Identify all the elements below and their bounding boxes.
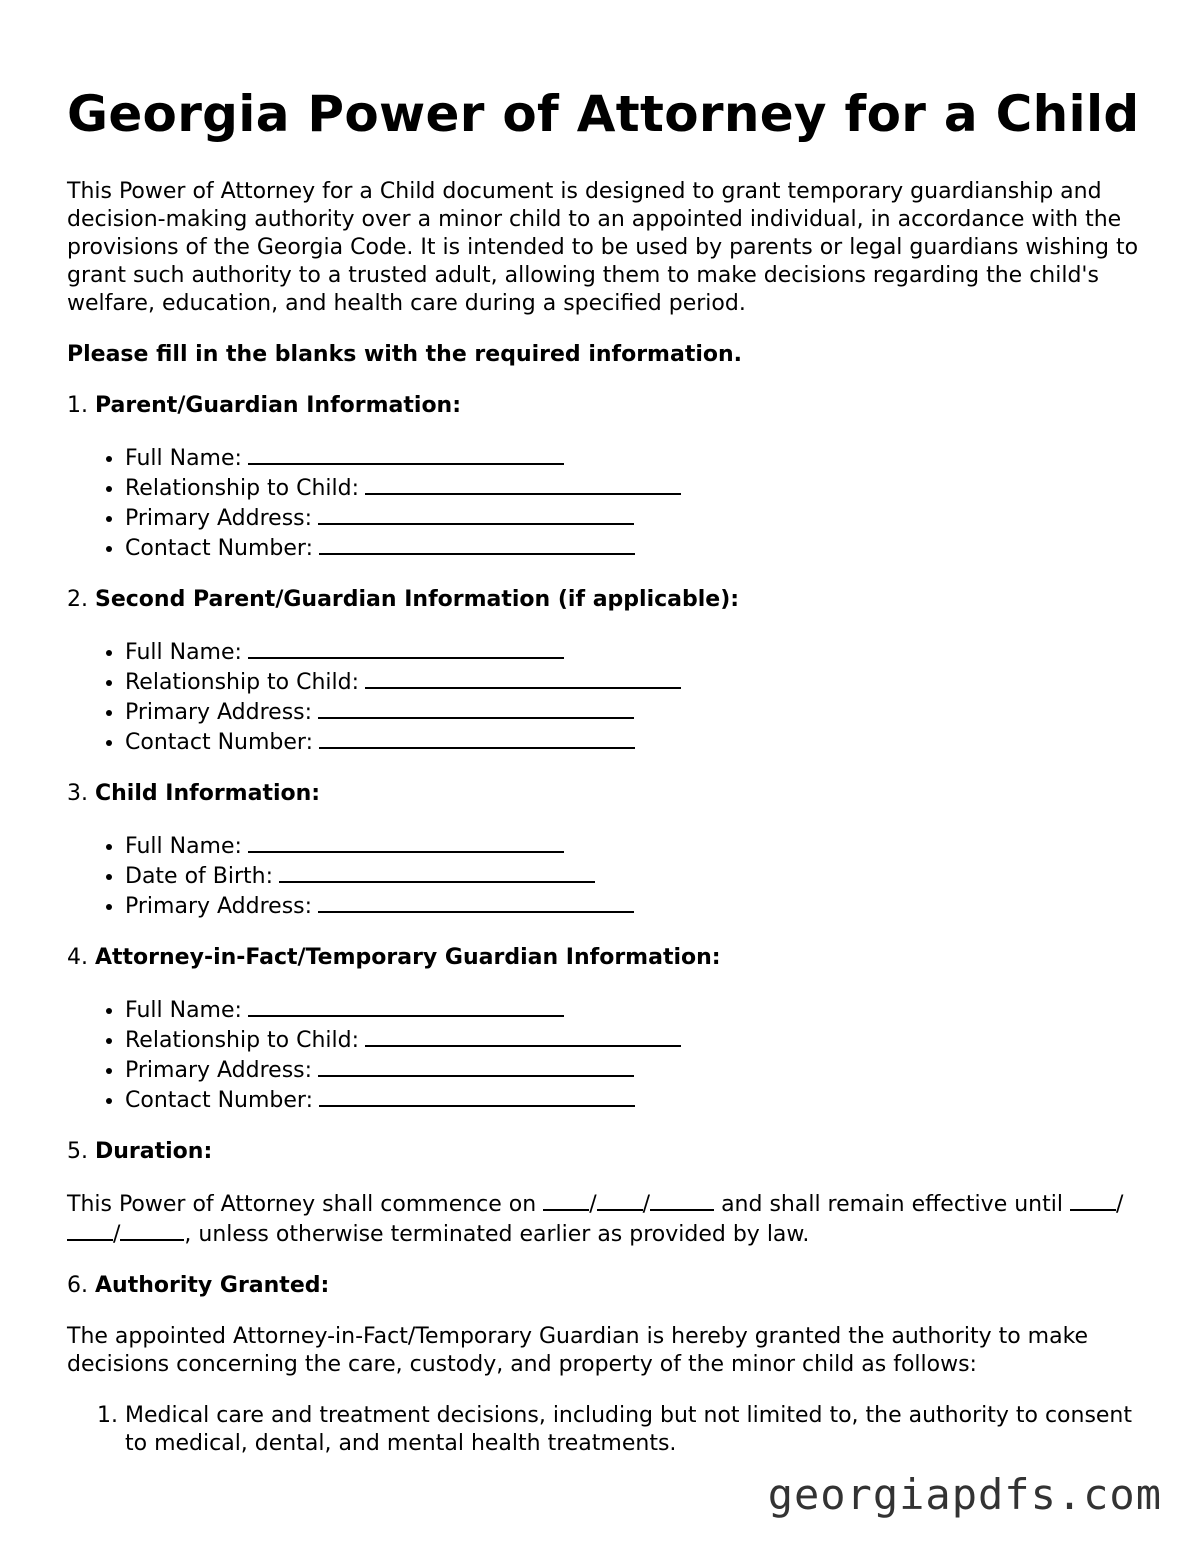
section-heading-parent: 1. Parent/Guardian Information:	[67, 393, 462, 418]
second-parent-address-blank[interactable]	[318, 697, 634, 719]
list-item: • Relationship to Child:	[125, 1025, 1147, 1055]
list-item: • Date of Birth:	[125, 861, 1147, 891]
child-full-name-blank[interactable]	[248, 831, 564, 853]
second-parent-full-name-blank[interactable]	[248, 637, 564, 659]
list-item: • Full Name:	[125, 443, 1147, 473]
attorney-contact-blank[interactable]	[319, 1085, 635, 1107]
section-heading-second-parent: 2. Second Parent/Guardian Information (if applicable):	[67, 587, 740, 612]
list-item: • Primary Address:	[125, 1055, 1147, 1085]
list-item: • Primary Address:	[125, 697, 1147, 727]
list-item: • Primary Address:	[125, 503, 1147, 533]
section-heading-authority: 6. Authority Granted:	[67, 1273, 330, 1298]
page-title: Georgia Power of Attorney for a Child	[67, 85, 1140, 143]
list-item: • Contact Number:	[125, 533, 1147, 563]
parent-relationship-blank[interactable]	[365, 473, 681, 495]
parent-full-name-blank[interactable]	[248, 443, 564, 465]
child-fields-list	[67, 831, 1147, 921]
attorney-full-name-blank[interactable]	[248, 995, 564, 1017]
list-item: • Primary Address:	[125, 891, 1147, 921]
second-parent-fields-list	[67, 637, 1147, 757]
section-heading-duration: 5. Duration:	[67, 1139, 213, 1164]
list-item: • Contact Number:	[125, 727, 1147, 757]
instruction-text: Please fill in the blanks with the required information.	[67, 342, 743, 367]
parent-fields-list	[67, 443, 1147, 563]
list-item: • Full Name:	[125, 831, 1147, 861]
list-item: • Full Name:	[125, 637, 1147, 667]
parent-contact-blank[interactable]	[319, 533, 635, 555]
child-address-blank[interactable]	[318, 891, 634, 913]
document-page	[67, 80, 1147, 1458]
intro-paragraph: This Power of Attorney for a Child document is designed to grant temporary guardianship and decision-making authority over a minor child to an appointed individual, in accordance with the provisions of the Georgia Code. It is intended to be used by parents or legal guardians wishing to grant such authority to a trusted adult, allowing them to make decisions regarding the child's welfare, education, and health care during a specified period.	[67, 179, 1139, 316]
section-heading-child: 3. Child Information:	[67, 781, 321, 806]
attorney-address-blank[interactable]	[318, 1055, 634, 1077]
parent-address-blank[interactable]	[318, 503, 634, 525]
duration-paragraph: This Power of Attorney shall commence on / / and shall remain effective until // , unless otherwise terminated earlier as provided by law.	[67, 1189, 1147, 1249]
attorney-fields-list	[67, 995, 1147, 1115]
watermark: georgiapdfs.com	[767, 1470, 1162, 1519]
list-item: • Relationship to Child:	[125, 473, 1147, 503]
section-heading-attorney: 4. Attorney-in-Fact/Temporary Guardian Information:	[67, 945, 721, 970]
end-date-blank[interactable]: //	[67, 1192, 1123, 1247]
start-date-blank[interactable]: / /	[543, 1192, 714, 1217]
authority-paragraph: The appointed Attorney-in-Fact/Temporary Guardian is hereby granted the authority to make decisions concerning the care, custody, and property of the minor child as follows:	[67, 1324, 1089, 1377]
child-dob-blank[interactable]	[279, 861, 595, 883]
list-item: • Contact Number:	[125, 1085, 1147, 1115]
authority-list	[67, 1402, 1147, 1458]
second-parent-relationship-blank[interactable]	[365, 667, 681, 689]
second-parent-contact-blank[interactable]	[319, 727, 635, 749]
list-item: • Full Name:	[125, 995, 1147, 1025]
list-item: • Relationship to Child:	[125, 667, 1147, 697]
list-item: 1. Medical care and treatment decisions, including but not limited to, the authority to consent to medical, dental, and mental health treatments.	[125, 1402, 1147, 1458]
attorney-relationship-blank[interactable]	[365, 1025, 681, 1047]
